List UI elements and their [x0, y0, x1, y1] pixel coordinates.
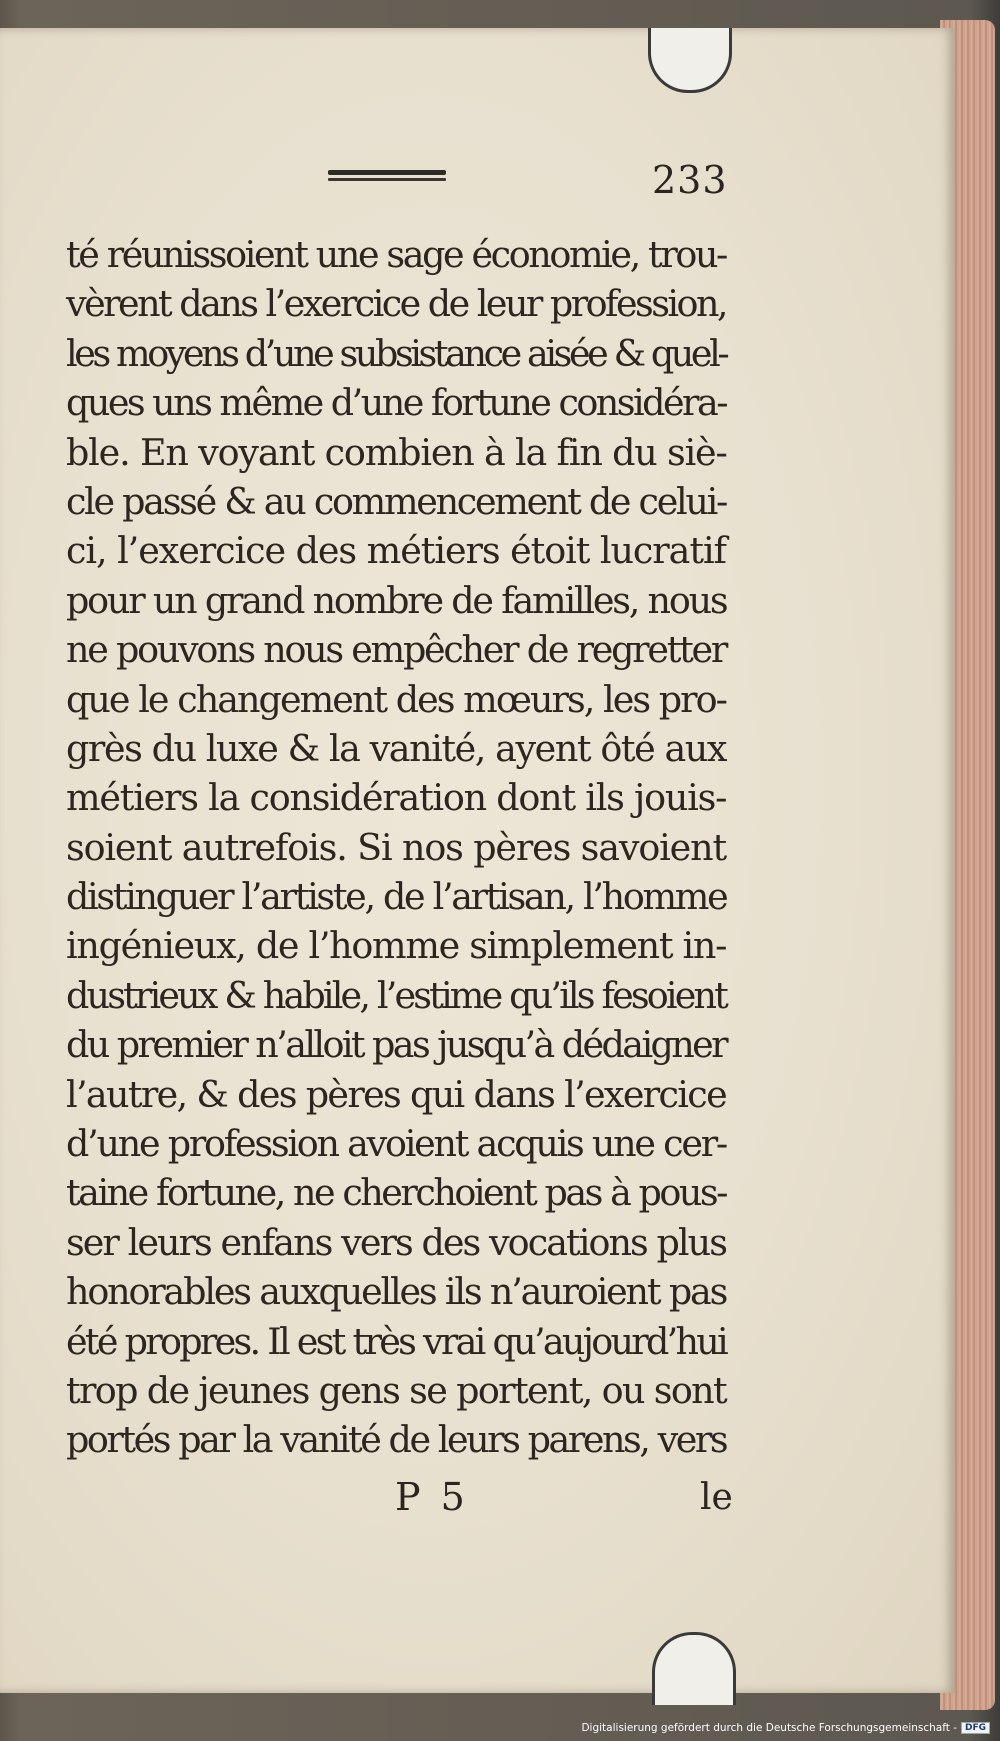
text-line: l’autre, & des pères qui dans l’exercice: [66, 1072, 726, 1116]
text-line: ci, l’exercice des métiers étoit lucratif: [66, 529, 726, 573]
text-line: portés par la vanité de leurs parens, vers: [66, 1418, 727, 1462]
credit-text: Digitalisierung gefördert durch die Deutsche Forschungsgemeinschaft -: [581, 1722, 957, 1734]
text-line: du premier n’alloit pas jusqu’à dédaigner: [66, 1023, 726, 1067]
text-line: soient autrefois. Si nos pères savoient: [66, 825, 726, 869]
dfg-logo: DFG: [961, 1722, 990, 1734]
text-line: pour un grand nombre de familles, nous: [66, 578, 727, 622]
text-line: les moyens d’une subsistance aisée & quel-: [66, 331, 727, 375]
body-text: [66, 230, 726, 1465]
digitization-credit: [581, 1722, 990, 1734]
header-ornament: [328, 170, 446, 182]
text-line: taine fortune, ne cherchoient pas à pous-: [66, 1171, 726, 1215]
text-line: grès du luxe & la vanité, ayent ôté aux: [66, 726, 726, 770]
text-line: cle passé & au commencement de celui-: [66, 479, 726, 523]
text-line: ser leurs enfans vers des vocations plus: [66, 1220, 726, 1264]
text-line: ques uns même d’une fortune considéra-: [66, 381, 727, 425]
text-line: trop de jeunes gens se portent, ou sont: [66, 1368, 726, 1412]
text-line: té réunissoient une sage économie, trou-: [66, 233, 726, 276]
text-line: honorables auxquelles ils n’auroient pas: [66, 1270, 727, 1314]
text-line: que le changement des mœurs, les pro-: [66, 677, 726, 721]
text-line: dustrieux & habile, l’estime qu’ils fesoient: [66, 973, 726, 1017]
page-number: 233: [652, 158, 728, 202]
text-line: ingénieux, de l’homme simplement in-: [66, 924, 727, 968]
signature-mark: P 5: [395, 1475, 469, 1519]
text-line: d’une profession avoient acquis une cer-: [66, 1122, 726, 1166]
text-line: ble. En voyant combien à la fin du siè-: [66, 430, 727, 474]
text-line: vèrent dans l’exercice de leur profession,: [66, 282, 726, 326]
catchword: le: [700, 1477, 733, 1518]
text-line: métiers la considération dont ils jouis-: [66, 776, 727, 820]
text-line: ne pouvons nous empêcher de regretter: [66, 628, 726, 672]
page-clip-bottom: [652, 1632, 736, 1705]
text-line: été propres. Il est très vrai qu’aujourd’hui: [66, 1319, 726, 1363]
text-line: distinguer l’artiste, de l’artisan, l’homme: [66, 875, 727, 919]
